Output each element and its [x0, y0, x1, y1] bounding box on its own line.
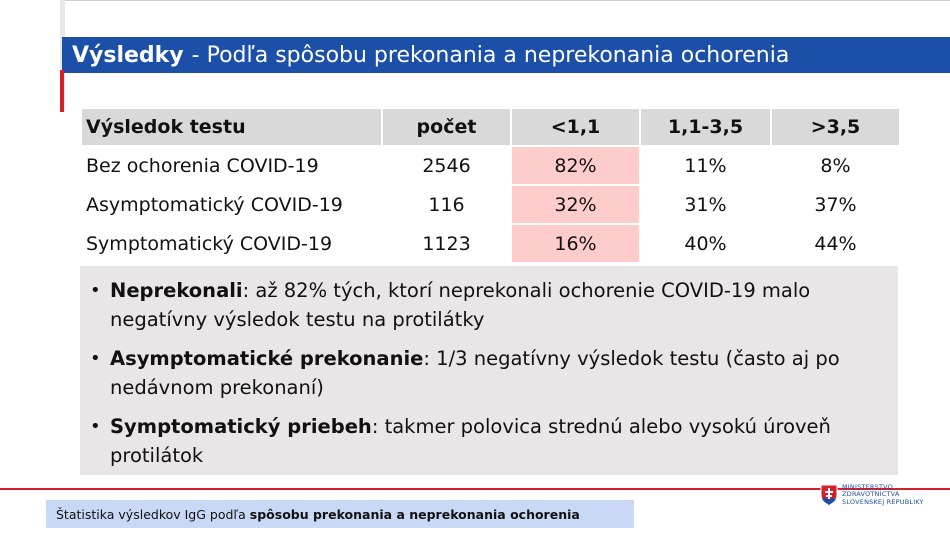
table-row [82, 147, 899, 184]
caption-bold: spôsobu prekonania a neprekonania ochorenia [249, 506, 580, 522]
table-cell-highlighted: 16% [512, 225, 639, 262]
list-item [90, 344, 888, 402]
table-cell-highlighted: 32% [512, 186, 639, 223]
table-cell: 44% [814, 232, 857, 255]
table-cell: 116 [428, 193, 465, 216]
note-text [110, 344, 888, 402]
note-text [110, 412, 888, 470]
table-cell: 2546 [422, 154, 471, 177]
table-cell: Bez ochorenia COVID-19 [86, 154, 319, 177]
slide-caption [46, 500, 634, 528]
table-cell-highlighted: 82% [512, 147, 639, 184]
note-body: : takmer polovica strednú alebo vysokú úroveň protilátok [110, 415, 831, 467]
table-row [82, 186, 899, 223]
header-cell: <1,1 [512, 109, 639, 145]
logo-line: SLOVENSKEJ REPUBLIKY [842, 497, 924, 506]
table-cell: 8% [820, 154, 851, 177]
red-accent-mark [60, 70, 64, 112]
logo-line: ZDRAVOTNÍCTVA [842, 490, 900, 499]
note-body: : 1/3 negatívny výsledok testu (často aj po nedávnom prekonaní) [110, 347, 840, 399]
footer-divider [0, 488, 950, 490]
note-bold: Symptomatický priebeh [110, 415, 372, 438]
table-cell: Asymptomatický COVID-19 [86, 193, 343, 216]
notes-panel [80, 266, 898, 475]
table-cell: 37% [814, 193, 857, 216]
header-cell: >3,5 [772, 109, 899, 145]
logo-line: MINISTERSTVO [842, 482, 893, 491]
note-bold: Asymptomatické prekonanie [110, 347, 424, 370]
caption-plain: Štatistika výsledkov IgG podľa [56, 506, 246, 522]
bullet-icon: • [90, 280, 101, 301]
table-cell: 1123 [422, 232, 471, 255]
slide-title-bar [62, 37, 950, 73]
header-cell: 1,1-3,5 [641, 109, 770, 145]
table-row [82, 225, 899, 262]
list-item [90, 412, 888, 470]
table-cell: 11% [684, 154, 727, 177]
note-text [110, 276, 888, 334]
title-subtitle: - Podľa spôsobu prekonania a neprekonania ochorenia [191, 42, 790, 68]
header-cell: počet [383, 109, 510, 145]
results-table [80, 107, 901, 264]
note-bold: Neprekonali [110, 279, 243, 302]
note-body: : až 82% tých, ktorí neprekonali ochorenie COVID-19 malo negatívny výsledok testu na protilátky [110, 279, 811, 331]
title-bold: Výsledky [72, 42, 184, 68]
table-cell: 40% [684, 232, 727, 255]
top-divider [65, 0, 950, 1]
shield-icon [820, 484, 838, 506]
ministry-logo [820, 480, 948, 510]
bullet-icon: • [90, 416, 101, 437]
bullet-icon: • [90, 348, 101, 369]
header-cell: Výsledok testu [82, 109, 381, 145]
table-cell: Symptomatický COVID-19 [86, 232, 333, 255]
table-cell: 31% [684, 193, 727, 216]
logo-text [842, 484, 924, 507]
list-item [90, 276, 888, 334]
table-header-row [82, 109, 899, 145]
